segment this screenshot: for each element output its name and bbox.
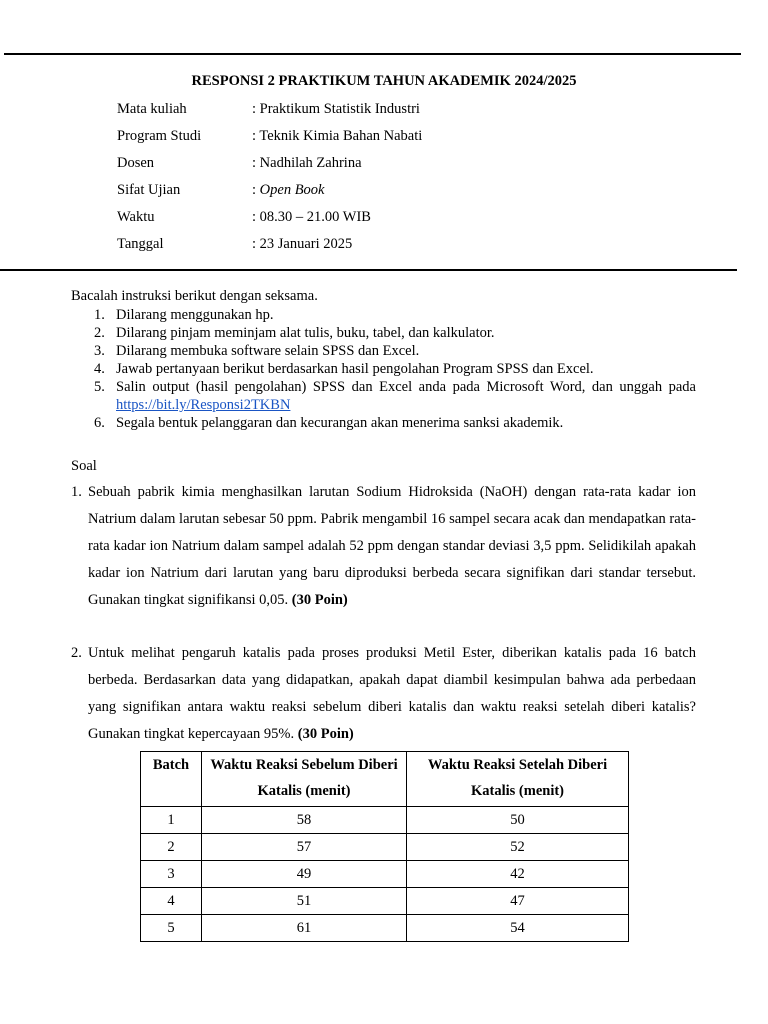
table-cell: 42 [407,861,629,888]
table-row [141,915,629,942]
section-heading: Soal [71,458,97,474]
col-header: Batch [141,752,202,807]
table-cell: 61 [202,915,407,942]
meta-value: : Nadhilah Zahrina [252,155,362,171]
table-cell: 4 [141,888,202,915]
table-header-row [141,752,629,807]
upload-link[interactable]: https://bit.ly/Responsi2TKBN [116,397,291,413]
question-1: 1. Sebuah pabrik kimia menghasilkan larutan Sodium Hidroksida (NaOH) dengan rata-rata kadar ion Natrium dalam larutan sebesar 50 ppm. Pabrik mengambil 16 sampel secara acak dan mendapatkan rata-rata kadar ion Natrium dalam sampel adalah 52 ppm dengan standar deviasi 3,5 ppm. Selidikilah apakah kadar ion Natrium dari larutan yang baru diproduksi berbeda secara signifikan dari standar tersebut. Gunakan tingkat signifikansi 0,05. (30 Poin) [71,484,696,608]
table-row [141,834,629,861]
table-cell: 47 [407,888,629,915]
question-2: 2. Untuk melihat pengaruh katalis pada proses produksi Metil Ester, diberikan katalis pada 16 batch berbeda. Berdasarkan data yang didapatkan, apakah dapat diambil kesimpulan bahwa ada perbedaan yang signifikan antara waktu reaksi sebelum diberi katalis dan waktu reaksi setelah diberi katalis? Gunakan tingkat kepercayaan 95%. (30 Poin) [71,645,696,742]
list-item: 6. Segala bentuk pelanggaran dan kecurangan akan menerima sanksi akademik. [94,415,564,431]
meta-label: Tanggal [117,236,164,252]
meta-value: : 23 Januari 2025 [252,236,353,252]
meta-label: Dosen [117,155,155,171]
table-cell: 1 [141,807,202,834]
question-points: (30 Poin) [297,726,354,742]
col-header: Waktu Reaksi Sebelum Diberi Katalis (menit) [202,752,407,807]
meta-label: Program Studi [117,128,202,144]
meta-value: : 08.30 – 21.00 WIB [252,209,371,225]
meta-label: Waktu [117,209,155,225]
table-cell: 50 [407,807,629,834]
table-cell: 54 [407,915,629,942]
table-cell: 5 [141,915,202,942]
table-cell: 3 [141,861,202,888]
meta-value: : Praktikum Statistik Industri [252,101,420,117]
top-rule [4,53,741,55]
list-item: 1. Dilarang menggunakan hp. [94,307,274,323]
table-cell: 51 [202,888,407,915]
instructions-list [94,306,696,432]
list-item: 2. Dilarang pinjam meminjam alat tulis, buku, tabel, dan kalkulator. [94,325,495,341]
data-table [140,751,629,942]
table-cell: 2 [141,834,202,861]
instructions-intro: Bacalah instruksi berikut dengan seksama. [71,288,318,304]
table-row [141,861,629,888]
table-row [141,888,629,915]
table-row [141,807,629,834]
table-cell: 58 [202,807,407,834]
list-item: 3. Dilarang membuka software selain SPSS dan Excel. [94,343,420,359]
list-item: 5. Salin output (hasil pengolahan) SPSS dan Excel anda pada Microsoft Word, dan unggah pada https://bit.ly/Responsi2TKBN [94,379,696,413]
table-cell: 49 [202,861,407,888]
table-cell: 57 [202,834,407,861]
table-cell: 52 [407,834,629,861]
meta-value: : Teknik Kimia Bahan Nabati [252,128,423,144]
meta-value: : Open Book [252,182,325,198]
col-header: Waktu Reaksi Setelah Diberi Katalis (menit) [407,752,629,807]
meta-label: Sifat Ujian [117,182,181,198]
page-title: RESPONSI 2 PRAKTIKUM TAHUN AKADEMIK 2024/2025 [191,73,577,89]
question-points: (30 Poin) [291,592,348,608]
bottom-rule [0,269,737,271]
meta-label: Mata kuliah [117,101,187,117]
list-item: 4. Jawab pertanyaan berikut berdasarkan hasil pengolahan Program SPSS dan Excel. [94,361,594,377]
